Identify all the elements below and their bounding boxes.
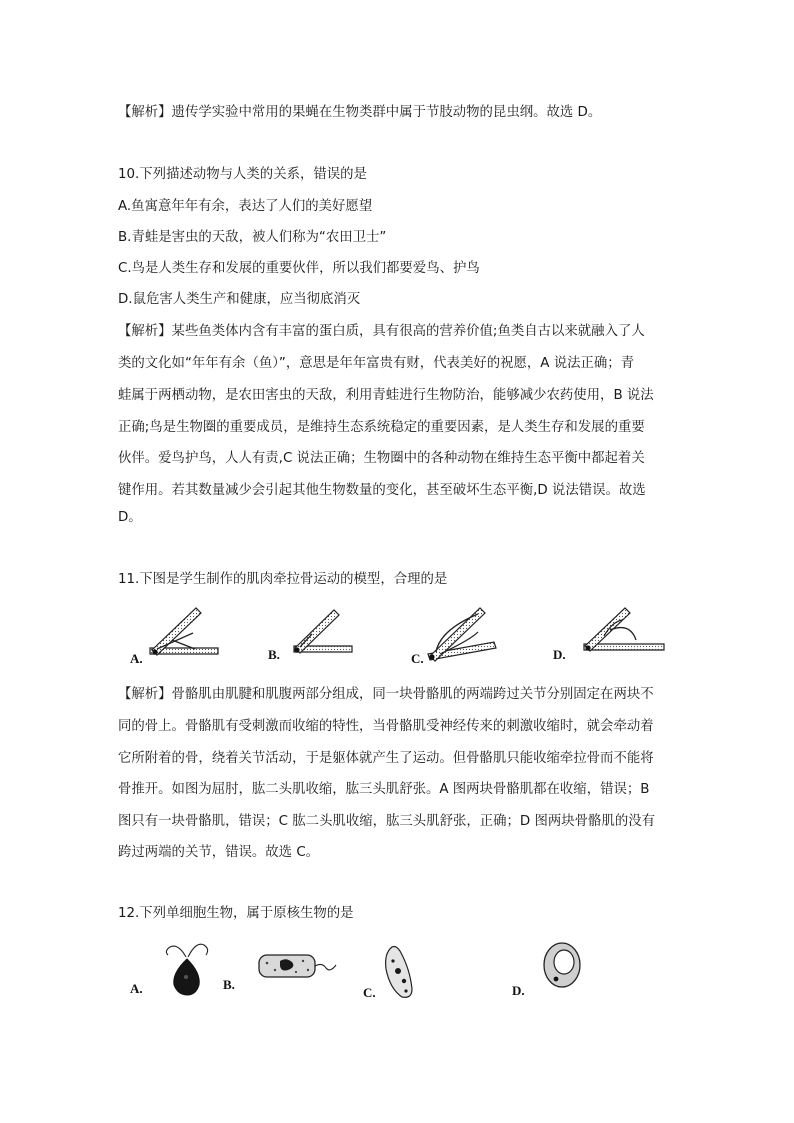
organism-b: [259, 955, 336, 977]
q11-stem: 11.下图是学生制作的肌肉牵拉骨运动的模型，合理的是: [118, 572, 448, 587]
q10-analysis-line: 正确;鸟是生物圈的重要成员，是维持生态系统稳定的重要因素，是人类生存和发展的重要: [118, 420, 645, 435]
single-cell-organism-figures: [0, 935, 794, 1015]
q10-analysis-line: 【解析】某些鱼类体内含有丰富的蛋白质，具有很高的营养价值;鱼类自古以来就融入了人: [118, 324, 645, 339]
q10-option-b: B.青蛙是害虫的天敌，被人们称为“农田卫士”: [118, 230, 387, 245]
figure-label-b: B.: [223, 977, 235, 992]
figure-label-c: C.: [363, 985, 376, 1000]
figure-label-a: A.: [130, 651, 143, 666]
q10-option-d: D.鼠危害人类生产和健康，应当彻底消灭: [118, 292, 361, 307]
muscle-model-d: [584, 608, 664, 651]
q10-analysis-line: 类的文化如“年年有余（鱼）”，意思是年年富贵有财，代表美好的祝愿，A 说法正确；青: [118, 356, 635, 371]
q9-analysis-line: 【解析】遗传学实验中常用的果蝇在生物类群中属于节肢动物的昆虫纲。故选 D。: [118, 105, 602, 120]
organism-a: [166, 944, 207, 995]
q12-stem: 12.下列单细胞生物，属于原核生物的是: [118, 906, 354, 921]
q10-analysis-line: D。: [118, 510, 142, 525]
q11-analysis-line: 【解析】骨骼肌由肌腱和肌腹两部分组成，同一块骨骼肌的两端跨过关节分别固定在两块不: [118, 687, 654, 702]
muscle-model-b: [294, 610, 352, 653]
q11-analysis-line: 骨推开。如图为屈肘，肱二头肌收缩，肱三头肌舒张。A 图两块骨骼肌都在收缩，错误；B: [118, 782, 650, 797]
muscle-model-figures: [0, 600, 794, 680]
organism-d: [544, 943, 580, 987]
q11-analysis-line: 图只有一块骨骼肌，错误；C 肱二头肌收缩，肱三头肌舒张，正确；D 图两块骨骼肌的没有: [118, 814, 656, 829]
figure-label-d: D.: [512, 983, 525, 998]
figure-label-a: A.: [130, 981, 143, 996]
q10-analysis-line: 伙伴。爱鸟护鸟，人人有责,C 说法正确；生物圈中的各种动物在维持生态平衡中都起着关: [118, 451, 645, 466]
q11-analysis-line: 跨过两端的关节，错误。故选 C。: [118, 845, 320, 860]
q11-analysis-line: 它所附着的骨，绕着关节活动，于是躯体就产生了运动。但骨骼肌只能收缩牵拉骨而不能将: [118, 751, 654, 766]
figure-label-c: C.: [411, 651, 424, 666]
q11-analysis-line: 同的骨上。骨骼肌有受刺激而收缩的特性，当骨骼肌受神经传来的刺激收缩时，就会牵动着: [118, 719, 654, 734]
q10-option-a: A.鱼寓意年年有余，表达了人们的美好愿望: [118, 199, 373, 214]
q10-stem: 10.下列描述动物与人类的关系，错误的是: [118, 167, 367, 182]
muscle-model-c: [428, 608, 496, 661]
figure-label-b: B.: [268, 647, 280, 662]
muscle-model-a: [150, 608, 218, 655]
organism-c: [386, 947, 412, 998]
q10-option-c: C.鸟是人类生存和发展的重要伙伴，所以我们都要爱鸟、护鸟: [118, 261, 480, 276]
q10-analysis-line: 键作用。若其数量减少会引起其他生物数量的变化，甚至破坏生态平衡,D 说法错误。故选: [118, 483, 646, 498]
figure-label-d: D.: [553, 647, 566, 662]
q10-analysis-line: 蛙属于两栖动物，是农田害虫的天敌，利用青蛙进行生物防治，能够减少农药使用，B 说法: [118, 388, 654, 403]
